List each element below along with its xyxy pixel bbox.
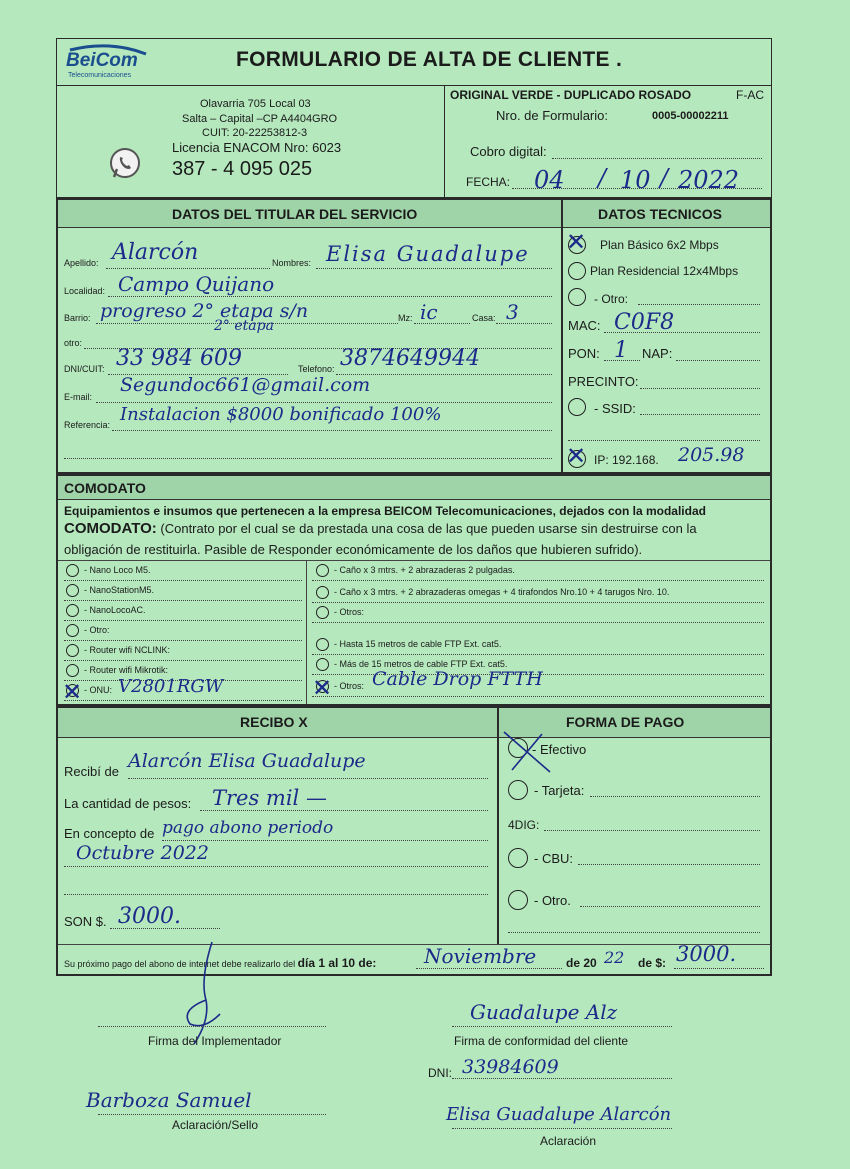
cuit: CUIT: 20-22253812-3 <box>202 127 308 139</box>
comodato-left-radio[interactable] <box>66 564 79 577</box>
email-value[interactable]: Segundoc661@gmail.com <box>120 374 371 396</box>
logo-subtitle: Telecomunicaciones <box>68 72 132 79</box>
comodato-left-item: - Router wifi Mikrotik: <box>84 665 169 675</box>
comodato-left-item: - NanoStationM5. <box>84 585 155 595</box>
comodato-left-item: - Router wifi NCLINK: <box>84 645 171 655</box>
email-label: E-mail: <box>64 392 93 402</box>
recibi-label: Recibí de <box>64 764 119 779</box>
address-line1: Olavarria 705 Local 03 <box>200 98 311 110</box>
cbu-line <box>578 864 760 865</box>
comodato-right-item: - Otros: <box>334 681 365 691</box>
cobro-label: Cobro digital: <box>470 144 547 159</box>
otros-value[interactable]: Cable Drop FTTH <box>372 668 543 690</box>
barrio-label: Barrio: <box>64 313 91 323</box>
dni-value[interactable]: 33 984 609 <box>116 346 242 371</box>
comodato-right-line <box>312 602 764 603</box>
ssid-label: - SSID: <box>594 401 636 416</box>
fecha-sep2: / <box>660 164 669 192</box>
proximo-monto-line <box>674 968 764 969</box>
casa-label: Casa: <box>472 313 496 323</box>
firma-dni-label: DNI: <box>428 1066 452 1080</box>
cobro-line <box>552 158 762 159</box>
aclaracion-line <box>452 1128 672 1129</box>
tecnicos-heading: DATOS TECNICOS <box>598 206 722 222</box>
email-line <box>96 402 552 403</box>
otros-check-icon: ✕ <box>312 674 333 702</box>
proximo-de2: de $: <box>638 956 667 970</box>
apellido-label: Apellido: <box>64 258 99 268</box>
otro-plan-radio[interactable] <box>568 288 586 306</box>
firma-dni-line <box>452 1078 672 1079</box>
implementador-label: Firma del Implementador <box>148 1034 282 1048</box>
dig-label: 4DIG: <box>508 818 540 832</box>
aclaracion-sello-label: Aclaración/Sello <box>172 1118 259 1132</box>
concepto-value[interactable]: pago abono periodo <box>162 818 334 838</box>
firma-dni-value[interactable]: 33984609 <box>462 1056 559 1078</box>
proximo-pre: Su próximo pago del abono de internet debe realizarlo del <box>64 959 298 969</box>
otro-pago-radio[interactable] <box>508 890 528 910</box>
proximo-year[interactable]: 22 <box>604 948 625 967</box>
comodato-right-line <box>312 696 764 697</box>
ssid-radio[interactable] <box>568 398 586 416</box>
nro-value: 0005-00002211 <box>652 110 729 122</box>
form-code: F-AC <box>736 88 764 102</box>
otro-plan-line <box>638 304 760 305</box>
header-divider <box>444 86 445 198</box>
otro-pago-line <box>580 906 760 907</box>
otro-pago-label: - Otro. <box>534 893 571 908</box>
comodato-definition <box>64 520 697 537</box>
comodato-intro: Equipamientos e insumos que pertenecen a la empresa BEICOM Telecomunicaciones, dejados con la modalidad <box>64 504 706 518</box>
comodato-right-item: - Caño x 3 mtrs. + 2 abrazaderas omegas + 4 tirafondos Nro.10 + 4 tarugos Nro. 10. <box>334 587 670 597</box>
ssid-line <box>640 414 760 415</box>
comodato-definition2: obligación de restituirla. Pasible de Responder económicamente de los daños que hubieren sufrido). <box>64 542 643 557</box>
conformidad-signature[interactable]: Guadalupe Alz <box>470 1000 618 1024</box>
son-label: SON $. <box>64 914 107 929</box>
localidad-line <box>108 296 552 297</box>
concepto-label: En concepto de <box>64 826 155 841</box>
barrio-value[interactable]: progreso 2° etapa s/n <box>100 300 309 322</box>
pon-label: PON: <box>568 346 600 361</box>
fecha-year: 2022 <box>678 166 740 194</box>
comodato-left-item: - Nano Loco M5. <box>84 565 151 575</box>
titular-divider <box>561 200 563 472</box>
comodato-left-line <box>64 660 302 661</box>
comodato-left-line <box>64 640 302 641</box>
implementador-line <box>98 1026 326 1027</box>
nap-label: NAP: <box>642 346 673 361</box>
fecha-label: FECHA: <box>466 175 511 189</box>
aclaracion-sello-line <box>98 1114 326 1115</box>
telefono-value[interactable]: 3874649944 <box>340 346 480 371</box>
ip-value[interactable]: 205.98 <box>678 444 745 466</box>
cantidad-line <box>200 810 488 811</box>
telefono-label: Telefono: <box>298 364 335 374</box>
cbu-radio[interactable] <box>508 848 528 868</box>
pago-heading: FORMA DE PAGO <box>566 714 685 730</box>
nap-line <box>676 360 760 361</box>
copy-note: ORIGINAL VERDE - DUPLICADO ROSADO <box>450 88 692 102</box>
aclaracion-sello-value[interactable]: Barboza Samuel <box>86 1088 252 1112</box>
aclaracion-value[interactable]: Elisa Guadalupe Alarcón <box>446 1104 672 1125</box>
comodato-right-item: - Otros: <box>334 607 365 617</box>
comodato-right-line <box>312 580 764 581</box>
recibi-line <box>128 778 488 779</box>
proximo-mes-line <box>416 968 562 969</box>
conformidad-label: Firma de conformidad del cliente <box>454 1034 629 1048</box>
plan1-label: Plan Básico 6x2 Mbps <box>600 238 719 252</box>
apellido-value[interactable]: Alarcón <box>112 240 199 265</box>
logo-name: BeiCom <box>66 50 138 71</box>
comodato-left-line <box>64 700 302 701</box>
phone-number: 387 - 4 095 025 <box>172 158 313 180</box>
comodato-right-line <box>312 654 764 655</box>
comodato-term: COMODATO: <box>64 520 157 537</box>
mac-label: MAC: <box>568 318 601 333</box>
fecha-sep1: / <box>598 164 607 192</box>
proximo-bold: día 1 al 10 de: <box>297 956 377 970</box>
referencia-line2 <box>64 458 552 459</box>
comodato-left-radio[interactable] <box>66 584 79 597</box>
dig-line <box>544 830 760 831</box>
form-title: FORMULARIO DE ALTA DE CLIENTE . <box>236 48 623 71</box>
cantidad-value[interactable]: Tres mil — <box>212 786 327 810</box>
onu-value[interactable]: V2801RGW <box>118 676 224 697</box>
recibo-heading: RECIBO X <box>240 714 308 730</box>
precinto-label: PRECINTO: <box>568 374 639 389</box>
tecnicos-blank-line <box>568 440 760 441</box>
comodato-left-item: - ONU: <box>84 685 112 695</box>
ip-label: IP: 192.168. <box>594 453 659 467</box>
comodato-right-radio[interactable] <box>316 658 329 671</box>
barrio-extra: 2° etapa <box>214 318 274 334</box>
whatsapp-icon <box>108 146 142 180</box>
comodato-heading: COMODATO <box>64 480 146 496</box>
otro-label: otro: <box>64 338 83 348</box>
nombres-value[interactable]: Elisa Guadalupe <box>326 242 530 266</box>
plan2-radio[interactable] <box>568 262 586 280</box>
comodato-right-item: - Más de 15 metros de cable FTP Ext. cat5. <box>334 659 508 669</box>
tarjeta-radio[interactable] <box>508 780 528 800</box>
titular-heading: DATOS DEL TITULAR DEL SERVICIO <box>172 206 418 222</box>
comodato-right-radio[interactable] <box>316 564 329 577</box>
cbu-label: - CBU: <box>534 851 573 866</box>
beicom-logo <box>60 44 150 82</box>
licencia: Licencia ENACOM Nro: 6023 <box>172 140 342 155</box>
concepto-line3 <box>64 894 488 895</box>
recibi-value[interactable]: Alarcón Elisa Guadalupe <box>128 750 366 772</box>
comodato-right-radio[interactable] <box>316 638 329 651</box>
plan1-check-icon: ✕ <box>566 228 587 256</box>
fecha-month: 10 <box>620 166 651 194</box>
comodato-left-radio[interactable] <box>66 644 79 657</box>
comodato-right-radio[interactable] <box>316 606 329 619</box>
referencia-value[interactable]: Instalacion $8000 bonificado 100% <box>120 404 442 425</box>
comodato-right-line <box>312 622 764 623</box>
dni-label: DNI/CUIT: <box>64 364 105 374</box>
pon-value[interactable]: 1 <box>614 338 628 363</box>
referencia-line <box>112 430 552 431</box>
nro-label: Nro. de Formulario: <box>496 108 608 123</box>
concepto-line <box>162 840 488 841</box>
comodato-grid-divider <box>306 560 307 704</box>
comodato-right-item: - Caño x 3 mtrs. + 2 abrazaderas 2 pulgadas. <box>334 565 515 575</box>
mac-value[interactable]: C0F8 <box>614 310 675 335</box>
comodato-left-item: - Otro: <box>84 625 110 635</box>
comodato-left-radio[interactable] <box>66 664 79 677</box>
tarjeta-label: - Tarjeta: <box>534 783 585 798</box>
comodato-right-radio[interactable] <box>316 586 329 599</box>
localidad-label: Localidad: <box>64 286 106 296</box>
nombres-line <box>316 268 552 269</box>
proximo-monto[interactable]: 3000. <box>676 942 737 966</box>
cantidad-label: La cantidad de pesos: <box>64 796 192 811</box>
aclaracion-label: Aclaración <box>540 1134 597 1148</box>
comodato-left-item: - NanoLocoAC. <box>84 605 146 615</box>
apellido-line <box>106 268 270 269</box>
comodato-left-radio[interactable] <box>66 624 79 637</box>
comodato-left-line <box>64 620 302 621</box>
mz-value[interactable]: ic <box>420 300 438 324</box>
concepto-value2[interactable]: Octubre 2022 <box>76 842 209 864</box>
fecha-day: 04 <box>534 166 565 194</box>
casa-value[interactable]: 3 <box>506 300 519 324</box>
referencia-label: Referencia: <box>64 420 111 430</box>
localidad-value[interactable]: Campo Quijano <box>118 272 275 296</box>
son-value[interactable]: 3000. <box>118 904 181 929</box>
concepto-line2 <box>64 866 488 867</box>
comodato-left-line <box>64 600 302 601</box>
recibo-box <box>56 706 772 976</box>
proximo-de: de 20 <box>566 956 597 970</box>
efectivo-label: - Efectivo <box>532 742 587 757</box>
comodato-def-text: (Contrato por el cual se da prestada una cosa de las que pueden usarse sin destruirse con la <box>156 521 697 536</box>
address-line2: Salta – Capital –CP A4404GRO <box>182 113 338 125</box>
onu-check-icon: ✕ <box>62 678 83 706</box>
mz-label: Mz: <box>398 313 413 323</box>
nombres-label: Nombres: <box>272 258 312 268</box>
plan2-label: Plan Residencial 12x4Mbps <box>590 264 739 278</box>
comodato-heading-bar <box>58 476 770 500</box>
casa-line <box>496 323 552 324</box>
otro-plan-label: - Otro: <box>594 292 629 306</box>
proximo-mes[interactable]: Noviembre <box>424 944 537 968</box>
comodato-left-line <box>64 580 302 581</box>
comodato-right-item: - Hasta 15 metros de cable FTP Ext. cat5. <box>334 639 502 649</box>
comodato-left-radio[interactable] <box>66 604 79 617</box>
pago-blank-line <box>508 932 760 933</box>
ip-check-icon: ✕ <box>566 442 587 470</box>
precinto-line <box>640 388 760 389</box>
tarjeta-line <box>590 796 760 797</box>
conformidad-line <box>452 1026 672 1027</box>
